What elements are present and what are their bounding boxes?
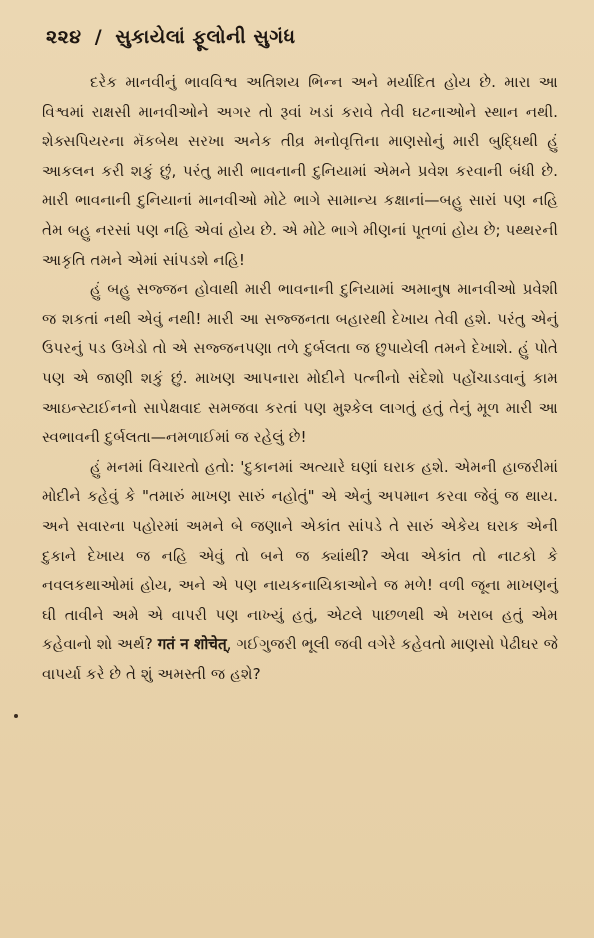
sanskrit-quote: गतं न शोचेत् <box>157 635 227 654</box>
page-number: ૨૨૪ <box>46 26 82 48</box>
margin-mark <box>14 714 18 718</box>
paragraph-3-text-before: હું મનમાં વિચારતો હતો: 'દુકાનમાં અત્યારે ઘણાં ઘરાક હશે. એમની હાજરીમાં મોદીને કહેવું કે "તમારું માખણ સારું નહોતું" એ એનું અપમાન કરવા જેવું જ થાય. અને સવારના પહોરમાં અમને બે જણાને એકાંત સાંપડે તે સારું એકેય ઘરાક એની દુકાને દેખાય જ નહિ એવું તો બને જ ક્યાંથી? એવા એકાંત તો નાટકો કે નવલકથાઓમાં હોય, અને એ પણ નાયકનાયિકાઓને જ મળે! વળી જૂના માખણનું ઘી તાવીને અમે એ વાપરી પણ નાખ્યું હતું, એટલે પાછળથી એ ખરાબ હતું એમ કહેવાનો શો અર્થ? <box>42 457 558 654</box>
paragraph-3 <box>42 453 558 690</box>
paragraph-2: હું બહુ સજ્જન હોવાથી મારી ભાવનાની દુનિયામાં અમાનુષ માનવીઓ પ્રવેશી જ શકતાં નથી એવું નથી! મારી આ સજ્જનતા બહારથી દેખાય તેવી હશે. પરંતુ એનું ઉપરનું પડ ઉખેડો તો એ સજ્જનપણા તળે દુર્બલતા જ છુપાયેલી તમને દેખાશે. હું પોતે પણ એ જાણી શકું છું. માખણ આપનારા મોદીને પત્નીનો સંદેશો પહોંચાડવાનું કામ આઇન્સ્ટાઈનનો સાપેક્ષવાદ સમજવા કરતાં પણ મુશ્કેલ લાગતું હતું તેનું મૂળ મારી આ સ્વભાવની દુર્બલતા—નમળાઈમાં જ રહેલું છે! <box>42 280 558 447</box>
paragraph-3-text-after: , ગઈગુજરી ભૂલી જવી વગેરે કહેવતો માણસો પેઢીઘર જે વાપર્યા કરે છે તે શું અમસ્તી જ હશે? <box>42 635 559 683</box>
running-header <box>46 26 558 48</box>
header-separator: / <box>94 26 103 48</box>
book-title: સુકાયેલાં ફૂલોની સુગંધ <box>115 26 296 48</box>
paragraph-1: દરેક માનવીનું ભાવવિશ્વ અતિશય ભિન્ન અને મર્યાદિત હોય છે. મારા આ વિશ્વમાં રાક્ષસી માનવીઓને અગર તો રૂવાં ખડાં કરાવે તેવી ઘટનાઓને સ્થાન નથી. શેક્સપિયરના મૅકબેથ સરખા અનેક તીવ્ર મનોવૃત્તિના માણસોનું મારી બુદ્ધિથી હું આકલન કરી શકું છું, પરંતુ મારી ભાવનાની દુનિયામાં એમને પ્રવેશ કરવાની બંધી છે. મારી ભાવનાની દુનિયાનાં માનવીઓ મોટે ભાગે સામાન્ય કક્ષાનાં—બહુ સારાં પણ નહિ તેમ બહુ નરસાં પણ નહિ એવાં હોય છે. એ મોટે ભાગે મીણનાં પૂતળાં હોય છે; પથ્થરની આકૃતિ તમને એમાં સાંપડશે નહિ! <box>42 73 558 269</box>
